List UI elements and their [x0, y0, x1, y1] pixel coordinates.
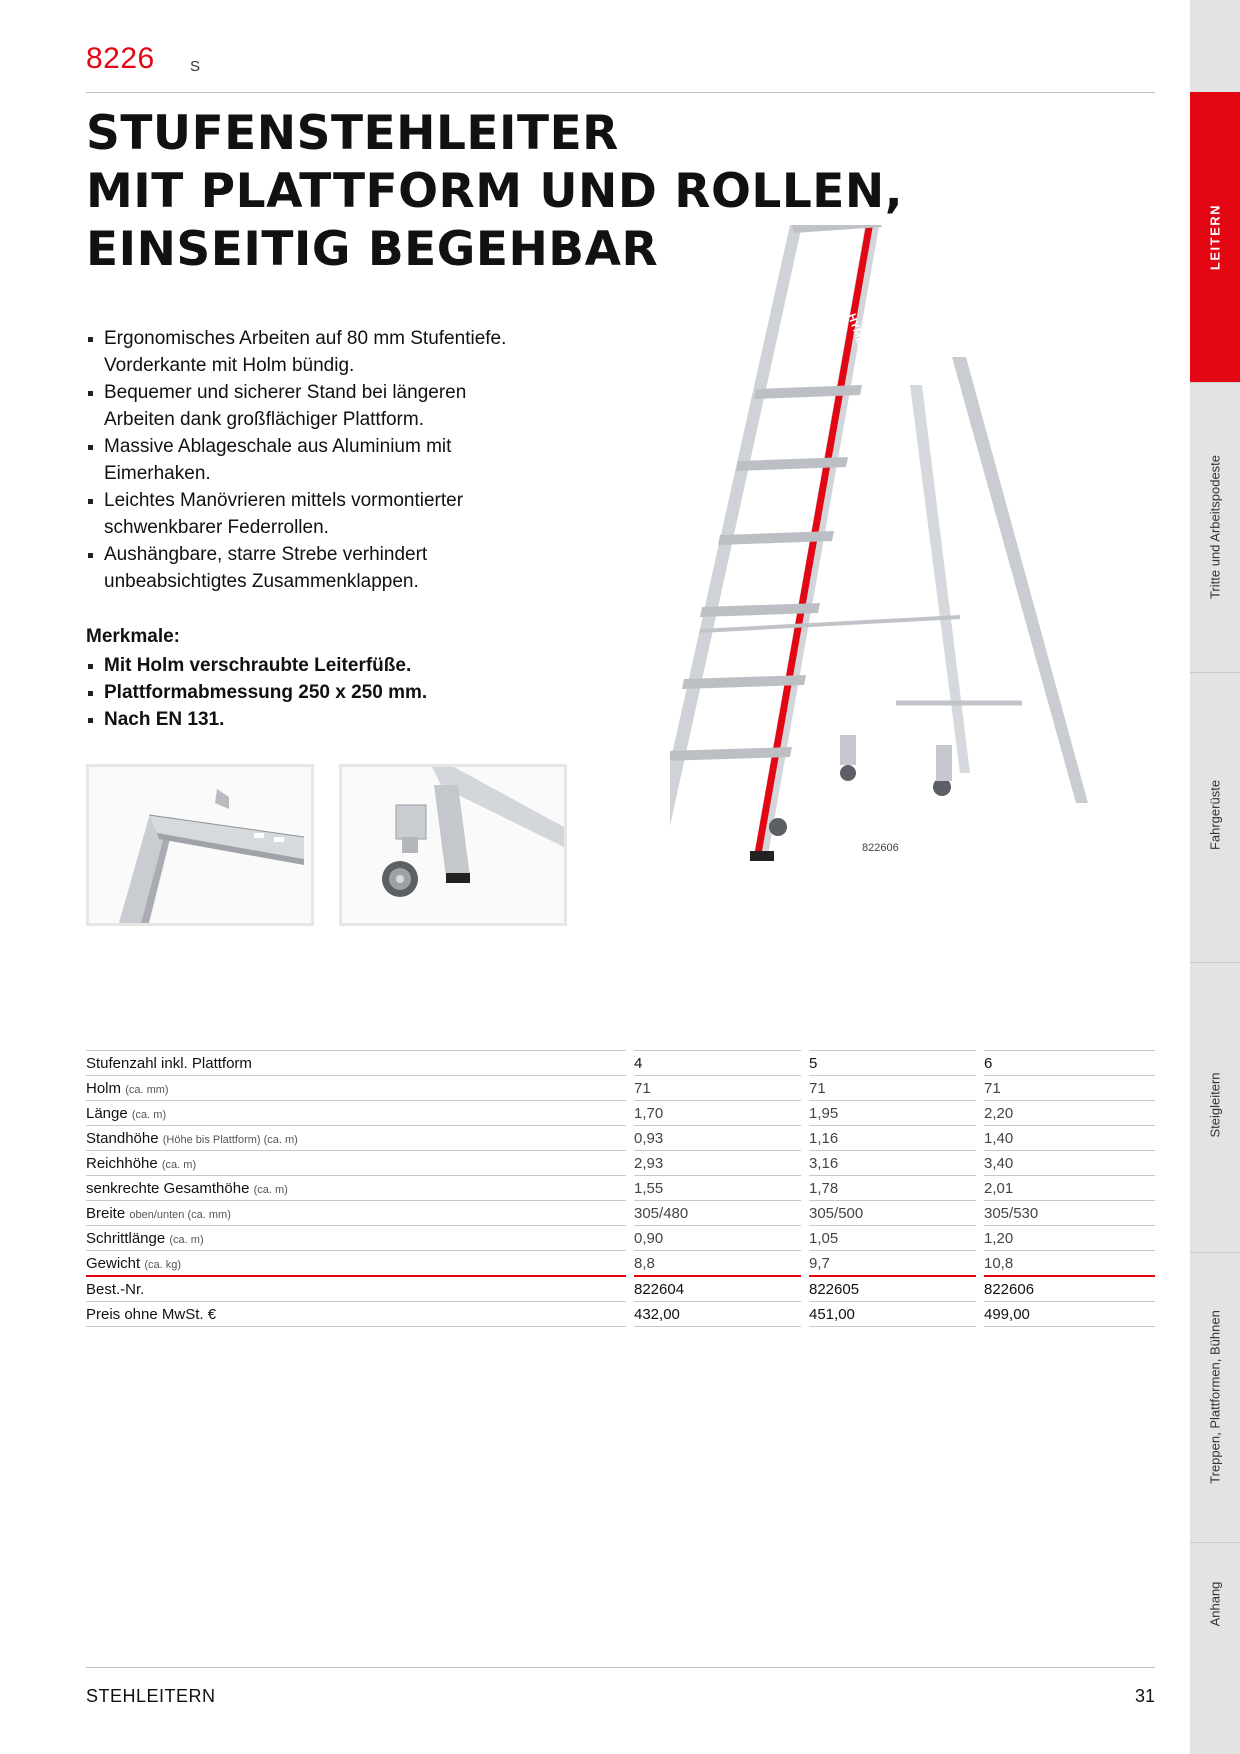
- feature-item: Ergonomisches Arbeiten auf 80 mm Stufentiefe. Vorderkante mit Holm bündig.: [86, 325, 646, 379]
- table-row: [86, 1225, 1155, 1250]
- title-line: MIT PLATTFORM UND ROLLEN,: [86, 164, 904, 219]
- price-row: [86, 1301, 1155, 1327]
- row-label: Breite oben/unten (ca. mm): [86, 1200, 626, 1225]
- row-value: 71: [634, 1075, 801, 1100]
- price-label: Preis ohne MwSt. €: [86, 1301, 626, 1327]
- row-value: 1,05: [809, 1225, 976, 1250]
- specs-header-label: Stufenzahl inkl. Plattform: [86, 1050, 626, 1075]
- title-line: EINSEITIG BEGEHBAR: [86, 222, 659, 277]
- specs-header-row: [86, 1050, 1155, 1075]
- feature-list: [86, 325, 646, 595]
- specs-table: [86, 1050, 1155, 1327]
- specs-column-heading: 5: [809, 1050, 976, 1075]
- merkmale-item: Nach EN 131.: [86, 706, 427, 733]
- page-number: 31: [1134, 1686, 1155, 1706]
- sidebar-tab-leitern[interactable]: [1190, 92, 1240, 383]
- product-image-ladder: [670, 225, 1110, 965]
- specs-column-heading: 4: [634, 1050, 801, 1075]
- sidebar-tab-treppen[interactable]: [1190, 1252, 1240, 1543]
- row-label: Holm (ca. mm): [86, 1075, 626, 1100]
- merkmale-heading: Merkmale:: [86, 626, 180, 647]
- table-row: [86, 1175, 1155, 1200]
- order-number: 822604: [634, 1275, 801, 1301]
- feature-item: Leichtes Manövrieren mittels vormontierter schwenkbarer Federrollen.: [86, 487, 646, 541]
- title-line: STUFENSTEHLEITER: [86, 106, 619, 161]
- row-value: 2,20: [984, 1100, 1155, 1125]
- row-value: 1,70: [634, 1100, 801, 1125]
- sidebar-tab-label: Fahrgerüste: [1207, 779, 1223, 851]
- sidebar-tab-label: Treppen, Plattformen, Bühnen: [1207, 1310, 1223, 1484]
- row-value: 1,16: [809, 1125, 976, 1150]
- table-row: [86, 1100, 1155, 1125]
- row-label: Gewicht (ca. kg): [86, 1250, 626, 1275]
- feature-item: Massive Ablageschale aus Aluminium mit Eimerhaken.: [86, 433, 646, 487]
- row-value: 305/530: [984, 1200, 1155, 1225]
- feature-item: Bequemer und sicherer Stand bei längeren Arbeiten dank großflächiger Plattform.: [86, 379, 646, 433]
- table-row: [86, 1150, 1155, 1175]
- row-value: 1,40: [984, 1125, 1155, 1150]
- row-value: 71: [984, 1075, 1155, 1100]
- price-value: 432,00: [634, 1301, 801, 1327]
- sidebar-top-spacer: [1190, 0, 1240, 93]
- brand-text: HYMER: [845, 312, 869, 354]
- row-value: 8,8: [634, 1250, 801, 1275]
- product-image-caption: 822606: [862, 842, 899, 854]
- sidebar-tab-fahrgerueste[interactable]: [1190, 672, 1240, 963]
- table-row: [86, 1200, 1155, 1225]
- row-value: 9,7: [809, 1250, 976, 1275]
- row-label: Reichhöhe (ca. m): [86, 1150, 626, 1175]
- ladder-illustration: [670, 225, 1110, 965]
- detail-image-platform: [86, 764, 314, 926]
- row-value: 1,95: [809, 1100, 976, 1125]
- merkmale-item: Mit Holm verschraubte Leiterfüße.: [86, 652, 427, 679]
- price-value: 451,00: [809, 1301, 976, 1327]
- merkmale-item: Plattformabmessung 250 x 250 mm.: [86, 679, 427, 706]
- sidebar-tab-anhang[interactable]: [1190, 1542, 1240, 1754]
- table-row: [86, 1075, 1155, 1100]
- platform-detail-illustration: [89, 767, 311, 923]
- row-value: 0,90: [634, 1225, 801, 1250]
- row-value: 3,40: [984, 1150, 1155, 1175]
- row-value: 305/480: [634, 1200, 801, 1225]
- feature-item: Aushängbare, starre Strebe verhindert unbeabsichtigtes Zusammenklappen.: [86, 541, 646, 595]
- order-number-row: [86, 1275, 1155, 1301]
- row-value: 0,93: [634, 1125, 801, 1150]
- detail-image-castor: [339, 764, 567, 926]
- row-label: Länge (ca. m): [86, 1100, 626, 1125]
- article-suffix: S: [190, 58, 201, 75]
- row-value: 305/500: [809, 1200, 976, 1225]
- section-sidebar: [1190, 0, 1240, 1754]
- row-value: 2,93: [634, 1150, 801, 1175]
- table-row: [86, 1125, 1155, 1150]
- sidebar-tab-steigleitern[interactable]: [1190, 962, 1240, 1253]
- row-label: Standhöhe (Höhe bis Plattform) (ca. m): [86, 1125, 626, 1150]
- row-value: 1,20: [984, 1225, 1155, 1250]
- merkmale-list: [86, 652, 427, 733]
- row-value: 1,78: [809, 1175, 976, 1200]
- row-value: 1,55: [634, 1175, 801, 1200]
- article-number: 8226: [86, 42, 155, 75]
- sidebar-tab-label: LEITERN: [1207, 203, 1223, 271]
- table-row: [86, 1250, 1155, 1275]
- price-value: 499,00: [984, 1301, 1155, 1327]
- castor-detail-illustration: [342, 767, 564, 923]
- header-row: [86, 42, 1155, 93]
- row-value: 2,01: [984, 1175, 1155, 1200]
- order-number: 822605: [809, 1275, 976, 1301]
- footer-section: STEHLEITERN: [86, 1686, 216, 1706]
- sidebar-tab-label: Steigleitern: [1207, 1072, 1223, 1138]
- footer-divider: [86, 1667, 1155, 1668]
- sidebar-tab-label: Tritte und Arbeitspodeste: [1207, 454, 1223, 600]
- sidebar-tab-tritte[interactable]: [1190, 382, 1240, 673]
- row-value: 71: [809, 1075, 976, 1100]
- row-value: 10,8: [984, 1250, 1155, 1275]
- order-number: 822606: [984, 1275, 1155, 1301]
- row-label: senkrechte Gesamthöhe (ca. m): [86, 1175, 626, 1200]
- specs-column-heading: 6: [984, 1050, 1155, 1075]
- order-number-label: Best.-Nr.: [86, 1275, 626, 1301]
- sidebar-tab-label: Anhang: [1207, 1581, 1223, 1627]
- row-label: Schrittlänge (ca. m): [86, 1225, 626, 1250]
- row-value: 3,16: [809, 1150, 976, 1175]
